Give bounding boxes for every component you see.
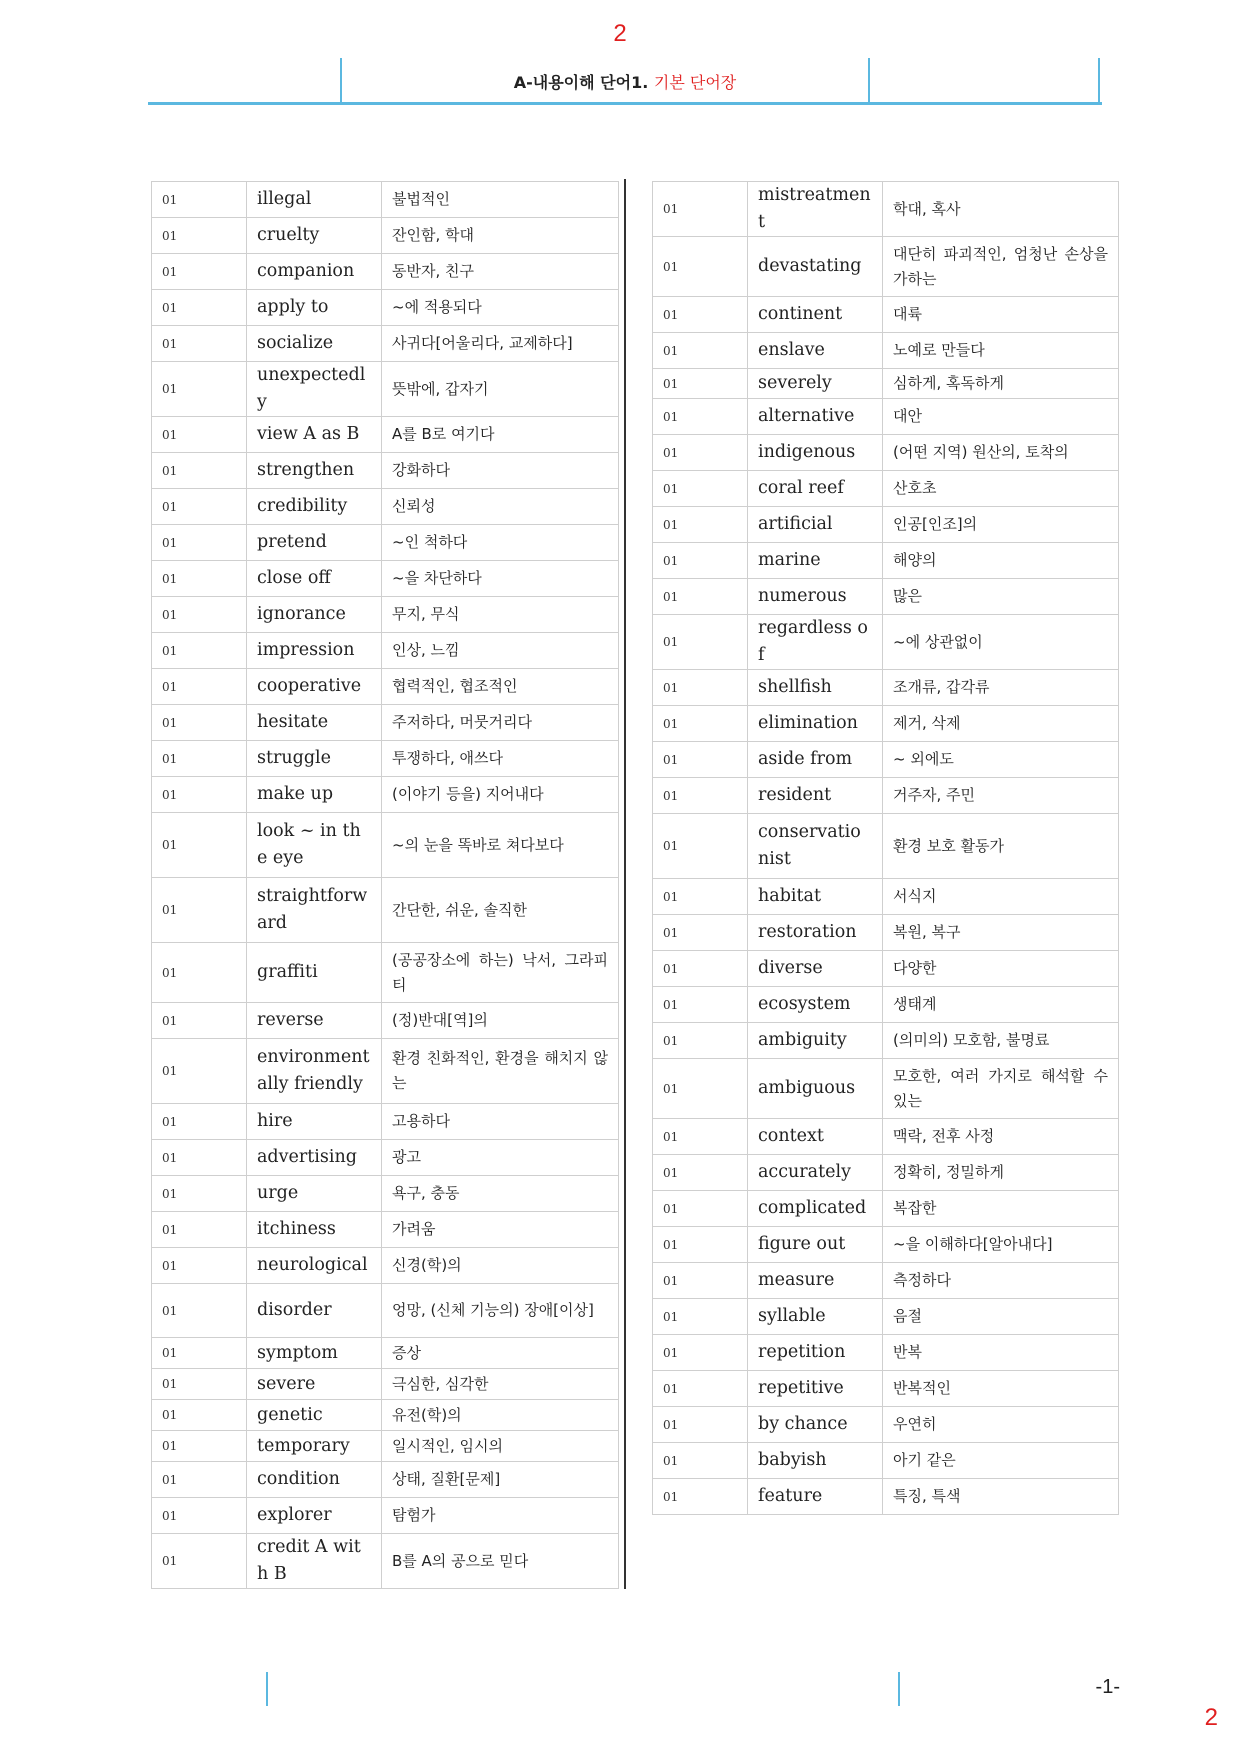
entry-word: cooperative (247, 669, 382, 705)
left-entry-row (152, 254, 619, 290)
entry-number: 01 (152, 813, 247, 878)
entry-meaning: (이야기 등을) 지어내다 (382, 777, 619, 813)
entry-number: 01 (152, 254, 247, 290)
entry-word: view A as B (247, 417, 382, 453)
entry-number: 01 (653, 237, 748, 297)
entry-number: 01 (152, 453, 247, 489)
entry-word: babyish (748, 1443, 883, 1479)
left-entry-row (152, 813, 619, 878)
entry-word: continent (748, 297, 883, 333)
entry-number: 01 (152, 1400, 247, 1431)
entry-meaning: 대단히 파괴적인, 엄청난 손상을 가하는 (883, 237, 1119, 297)
right-entry-row (653, 706, 1119, 742)
entry-meaning: 주저하다, 머뭇거리다 (382, 705, 619, 741)
entry-number: 01 (653, 1299, 748, 1335)
entry-meaning: 상태, 질환[문제] (382, 1462, 619, 1498)
entry-number: 01 (152, 1284, 247, 1338)
entry-number: 01 (653, 778, 748, 814)
left-entry-row (152, 1212, 619, 1248)
left-entry-row (152, 1462, 619, 1498)
entry-word: marine (748, 543, 883, 579)
entry-number: 01 (653, 507, 748, 543)
right-entry-row (653, 1191, 1119, 1227)
entry-word: complicated (748, 1191, 883, 1227)
entry-word: artificial (748, 507, 883, 543)
left-entry-row (152, 218, 619, 254)
entry-meaning: 무지, 무식 (382, 597, 619, 633)
left-entry-row (152, 1498, 619, 1534)
entry-number: 01 (152, 878, 247, 943)
entry-word: credit A with B (247, 1534, 382, 1589)
left-entry-row (152, 1369, 619, 1400)
entry-word: graffiti (247, 943, 382, 1003)
entry-number: 01 (653, 879, 748, 915)
entry-word: impression (247, 633, 382, 669)
entry-number: 01 (653, 951, 748, 987)
entry-meaning: 환경 보호 활동가 (883, 814, 1119, 879)
left-entry-row (152, 290, 619, 326)
entry-meaning: 아기 같은 (883, 1443, 1119, 1479)
entry-word: condition (247, 1462, 382, 1498)
entry-word: repetition (748, 1335, 883, 1371)
entry-number: 01 (653, 333, 748, 369)
entry-number: 01 (653, 670, 748, 706)
entry-word: hesitate (247, 705, 382, 741)
entry-meaning: 간단한, 쉬운, 솔직한 (382, 878, 619, 943)
entry-meaning: 협력적인, 협조적인 (382, 669, 619, 705)
top-page-number: 2 (613, 20, 627, 47)
entry-number: 01 (152, 597, 247, 633)
left-entry-row (152, 525, 619, 561)
entry-word: resident (748, 778, 883, 814)
right-entry-row (653, 951, 1119, 987)
entry-word: cruelty (247, 218, 382, 254)
right-entry-row (653, 879, 1119, 915)
entry-number: 01 (152, 182, 247, 218)
left-entry-row (152, 1400, 619, 1431)
entry-meaning: ~ 외에도 (883, 742, 1119, 778)
entry-word: severe (247, 1369, 382, 1400)
right-entry-row (653, 1059, 1119, 1119)
entry-number: 01 (152, 777, 247, 813)
bottom-page-number: 2 (1204, 1704, 1218, 1731)
entry-word: habitat (748, 879, 883, 915)
right-entry-row (653, 435, 1119, 471)
entry-meaning: 인공[인조]의 (883, 507, 1119, 543)
entry-word: reverse (247, 1003, 382, 1039)
entry-meaning: 대안 (883, 399, 1119, 435)
left-entry-row (152, 1176, 619, 1212)
vocab-table-right (652, 181, 1119, 1515)
entry-meaning: 욕구, 충동 (382, 1176, 619, 1212)
entry-meaning: 음절 (883, 1299, 1119, 1335)
entry-meaning: 엉망, (신체 기능의) 장애[이상] (382, 1284, 619, 1338)
entry-meaning: (공공장소에 하는) 낙서, 그라피티 (382, 943, 619, 1003)
entry-number: 01 (152, 1462, 247, 1498)
entry-number: 01 (152, 1498, 247, 1534)
entry-meaning: 산호초 (883, 471, 1119, 507)
entry-number: 01 (653, 987, 748, 1023)
entry-number: 01 (653, 1023, 748, 1059)
entry-word: urge (247, 1176, 382, 1212)
left-entry-row (152, 489, 619, 525)
entry-meaning: 거주자, 주민 (883, 778, 1119, 814)
entry-word: look ~ in the eye (247, 813, 382, 878)
entry-number: 01 (152, 290, 247, 326)
entry-number: 01 (152, 489, 247, 525)
entry-number: 01 (653, 1191, 748, 1227)
right-entry-row (653, 543, 1119, 579)
entry-meaning: 생태계 (883, 987, 1119, 1023)
right-entry-row (653, 471, 1119, 507)
entry-word: pretend (247, 525, 382, 561)
entry-meaning: 고용하다 (382, 1104, 619, 1140)
right-entry-row (653, 1155, 1119, 1191)
entry-word: socialize (247, 326, 382, 362)
right-entry-row (653, 1335, 1119, 1371)
entry-meaning: 신경(학)의 (382, 1248, 619, 1284)
left-entry-row (152, 777, 619, 813)
entry-meaning: 잔인함, 학대 (382, 218, 619, 254)
entry-word: numerous (748, 579, 883, 615)
entry-number: 01 (152, 1176, 247, 1212)
right-entry-row (653, 742, 1119, 778)
entry-word: disorder (247, 1284, 382, 1338)
right-entry-row (653, 814, 1119, 879)
entry-word: apply to (247, 290, 382, 326)
vocab-table-left (151, 181, 619, 1589)
entry-word: aside from (748, 742, 883, 778)
entry-number: 01 (653, 471, 748, 507)
entry-word: companion (247, 254, 382, 290)
entry-number: 01 (152, 1104, 247, 1140)
entry-meaning: B를 A의 공으로 믿다 (382, 1534, 619, 1589)
page-number: -1- (1095, 1676, 1120, 1698)
entry-meaning: 서식지 (883, 879, 1119, 915)
right-entry-row (653, 1479, 1119, 1515)
entry-meaning: 해양의 (883, 543, 1119, 579)
entry-number: 01 (152, 1248, 247, 1284)
entry-number: 01 (152, 1369, 247, 1400)
entry-meaning: 많은 (883, 579, 1119, 615)
entry-meaning: ~인 척하다 (382, 525, 619, 561)
entry-meaning: 인상, 느낌 (382, 633, 619, 669)
entry-meaning: (정)반대[역]의 (382, 1003, 619, 1039)
entry-word: ambiguous (748, 1059, 883, 1119)
entry-word: credibility (247, 489, 382, 525)
entry-meaning: 환경 친화적인, 환경을 해치지 않는 (382, 1039, 619, 1104)
entry-meaning: 반복적인 (883, 1371, 1119, 1407)
left-entry-row (152, 669, 619, 705)
column-divider (624, 179, 626, 1589)
entry-meaning: (의미의) 모호함, 불명료 (883, 1023, 1119, 1059)
entry-word: ecosystem (748, 987, 883, 1023)
left-entry-row (152, 1284, 619, 1338)
entry-number: 01 (152, 1039, 247, 1104)
entry-meaning: 불법적인 (382, 182, 619, 218)
entry-number: 01 (152, 633, 247, 669)
left-entry-row (152, 633, 619, 669)
entry-meaning: 측정하다 (883, 1263, 1119, 1299)
entry-number: 01 (152, 417, 247, 453)
page-title (148, 70, 1102, 93)
right-entry-row (653, 579, 1119, 615)
entry-meaning: ~에 상관없이 (883, 615, 1119, 670)
entry-meaning: 가려움 (382, 1212, 619, 1248)
entry-meaning: 모호한, 여러 가지로 해석할 수 있는 (883, 1059, 1119, 1119)
entry-word: elimination (748, 706, 883, 742)
left-entry-row (152, 1248, 619, 1284)
entry-meaning: 사귀다[어울리다, 교제하다] (382, 326, 619, 362)
entry-meaning: 우연히 (883, 1407, 1119, 1443)
entry-number: 01 (653, 1407, 748, 1443)
entry-word: alternative (748, 399, 883, 435)
entry-word: unexpectedly (247, 362, 382, 417)
entry-word: repetitive (748, 1371, 883, 1407)
right-entry-row (653, 399, 1119, 435)
entry-number: 01 (152, 1431, 247, 1462)
entry-number: 01 (653, 543, 748, 579)
entry-number: 01 (653, 369, 748, 399)
entry-meaning: 심하게, 혹독하게 (883, 369, 1119, 399)
left-entry-row (152, 878, 619, 943)
entry-meaning: 뜻밖에, 갑자기 (382, 362, 619, 417)
right-entry-row (653, 182, 1119, 237)
left-entry-row (152, 1104, 619, 1140)
entry-meaning: 증상 (382, 1338, 619, 1369)
entry-word: ambiguity (748, 1023, 883, 1059)
entry-number: 01 (152, 1212, 247, 1248)
right-entry-row (653, 915, 1119, 951)
left-entry-row (152, 1140, 619, 1176)
entry-word: conservationist (748, 814, 883, 879)
entry-number: 01 (653, 1443, 748, 1479)
entry-word: neurological (247, 1248, 382, 1284)
entry-word: temporary (247, 1431, 382, 1462)
right-entry-row (653, 1023, 1119, 1059)
entry-meaning: ~의 눈을 똑바로 쳐다보다 (382, 813, 619, 878)
entry-word: advertising (247, 1140, 382, 1176)
entry-number: 01 (152, 362, 247, 417)
right-entry-row (653, 1227, 1119, 1263)
title-highlight: 기본 단어장 (653, 73, 737, 92)
left-entry-row (152, 597, 619, 633)
title-prefix: A-내용이해 단어1. (513, 73, 649, 92)
entry-word: mistreatment (748, 182, 883, 237)
entry-meaning: 조개류, 갑각류 (883, 670, 1119, 706)
entry-meaning: 투쟁하다, 애쓰다 (382, 741, 619, 777)
entry-number: 01 (152, 525, 247, 561)
entry-number: 01 (653, 1371, 748, 1407)
left-entry-row (152, 362, 619, 417)
entry-word: straightforward (247, 878, 382, 943)
entry-number: 01 (152, 561, 247, 597)
entry-number: 01 (152, 705, 247, 741)
entry-number: 01 (653, 182, 748, 237)
entry-word: hire (247, 1104, 382, 1140)
entry-word: diverse (748, 951, 883, 987)
entry-meaning: ~에 적용되다 (382, 290, 619, 326)
left-entry-row (152, 1003, 619, 1039)
left-entry-row (152, 1338, 619, 1369)
entry-word: enslave (748, 333, 883, 369)
entry-number: 01 (152, 741, 247, 777)
right-entry-row (653, 1371, 1119, 1407)
entry-word: by chance (748, 1407, 883, 1443)
right-entry-row (653, 670, 1119, 706)
entry-number: 01 (152, 943, 247, 1003)
right-entry-row (653, 615, 1119, 670)
entry-number: 01 (152, 1140, 247, 1176)
right-entry-row (653, 778, 1119, 814)
entry-meaning: 동반자, 친구 (382, 254, 619, 290)
entry-word: severely (748, 369, 883, 399)
entry-word: close off (247, 561, 382, 597)
entry-number: 01 (653, 1155, 748, 1191)
entry-word: context (748, 1119, 883, 1155)
left-entry-row (152, 182, 619, 218)
entry-number: 01 (653, 435, 748, 471)
footer-tick-left (266, 1672, 268, 1706)
entry-number: 01 (653, 615, 748, 670)
entry-meaning: 반복 (883, 1335, 1119, 1371)
entry-meaning: 대륙 (883, 297, 1119, 333)
entry-number: 01 (653, 1227, 748, 1263)
entry-meaning: 일시적인, 임시의 (382, 1431, 619, 1462)
entry-number: 01 (653, 297, 748, 333)
entry-word: itchiness (247, 1212, 382, 1248)
right-entry-row (653, 507, 1119, 543)
right-entry-row (653, 987, 1119, 1023)
entry-meaning: (어떤 지역) 원산의, 토착의 (883, 435, 1119, 471)
entry-word: coral reef (748, 471, 883, 507)
entry-meaning: 강화하다 (382, 453, 619, 489)
entry-number: 01 (653, 915, 748, 951)
entry-meaning: 정확히, 정밀하게 (883, 1155, 1119, 1191)
left-entry-row (152, 1534, 619, 1589)
entry-word: genetic (247, 1400, 382, 1431)
entry-word: feature (748, 1479, 883, 1515)
left-entry-row (152, 326, 619, 362)
entry-number: 01 (152, 1534, 247, 1589)
entry-word: measure (748, 1263, 883, 1299)
entry-number: 01 (653, 742, 748, 778)
entry-meaning: 광고 (382, 1140, 619, 1176)
entry-meaning: 신뢰성 (382, 489, 619, 525)
right-entry-row (653, 1407, 1119, 1443)
entry-number: 01 (653, 706, 748, 742)
left-entry-row (152, 417, 619, 453)
entry-number: 01 (653, 399, 748, 435)
entry-meaning: 복잡한 (883, 1191, 1119, 1227)
entry-number: 01 (152, 669, 247, 705)
entry-meaning: ~을 차단하다 (382, 561, 619, 597)
page-header (148, 58, 1102, 105)
entry-number: 01 (653, 1059, 748, 1119)
entry-word: strengthen (247, 453, 382, 489)
entry-meaning: 제거, 삭제 (883, 706, 1119, 742)
left-entry-row (152, 943, 619, 1003)
left-entry-row (152, 741, 619, 777)
entry-meaning: 노예로 만들다 (883, 333, 1119, 369)
right-entry-row (653, 1299, 1119, 1335)
left-entry-row (152, 1431, 619, 1462)
right-entry-row (653, 369, 1119, 399)
entry-word: illegal (247, 182, 382, 218)
entry-meaning: 학대, 혹사 (883, 182, 1119, 237)
right-entry-row (653, 1443, 1119, 1479)
right-entry-row (653, 333, 1119, 369)
entry-number: 01 (653, 1335, 748, 1371)
entry-word: indigenous (748, 435, 883, 471)
right-entry-row (653, 1119, 1119, 1155)
entry-meaning: 특징, 특색 (883, 1479, 1119, 1515)
entry-word: accurately (748, 1155, 883, 1191)
entry-number: 01 (152, 1338, 247, 1369)
entry-meaning: 복원, 복구 (883, 915, 1119, 951)
entry-number: 01 (152, 1003, 247, 1039)
left-entry-row (152, 453, 619, 489)
entry-word: figure out (748, 1227, 883, 1263)
entry-meaning: ~을 이해하다[알아내다] (883, 1227, 1119, 1263)
entry-meaning: 극심한, 심각한 (382, 1369, 619, 1400)
entry-meaning: 다양한 (883, 951, 1119, 987)
right-entry-row (653, 297, 1119, 333)
entry-number: 01 (653, 1479, 748, 1515)
entry-number: 01 (653, 1119, 748, 1155)
entry-word: shellfish (748, 670, 883, 706)
entry-word: restoration (748, 915, 883, 951)
entry-word: environmentally friendly (247, 1039, 382, 1104)
right-entry-row (653, 1263, 1119, 1299)
entry-word: struggle (247, 741, 382, 777)
entry-number: 01 (653, 1263, 748, 1299)
entry-word: devastating (748, 237, 883, 297)
entry-number: 01 (653, 579, 748, 615)
entry-meaning: A를 B로 여기다 (382, 417, 619, 453)
left-entry-row (152, 1039, 619, 1104)
entry-word: symptom (247, 1338, 382, 1369)
right-entry-row (653, 237, 1119, 297)
entry-meaning: 탐험가 (382, 1498, 619, 1534)
entry-number: 01 (653, 814, 748, 879)
entry-word: syllable (748, 1299, 883, 1335)
entry-meaning: 유전(학)의 (382, 1400, 619, 1431)
left-entry-row (152, 561, 619, 597)
entry-word: regardless of (748, 615, 883, 670)
entry-word: explorer (247, 1498, 382, 1534)
left-entry-row (152, 705, 619, 741)
entry-meaning: 맥락, 전후 사정 (883, 1119, 1119, 1155)
entry-word: ignorance (247, 597, 382, 633)
entry-number: 01 (152, 326, 247, 362)
entry-word: make up (247, 777, 382, 813)
entry-number: 01 (152, 218, 247, 254)
footer-tick-right (898, 1672, 900, 1706)
